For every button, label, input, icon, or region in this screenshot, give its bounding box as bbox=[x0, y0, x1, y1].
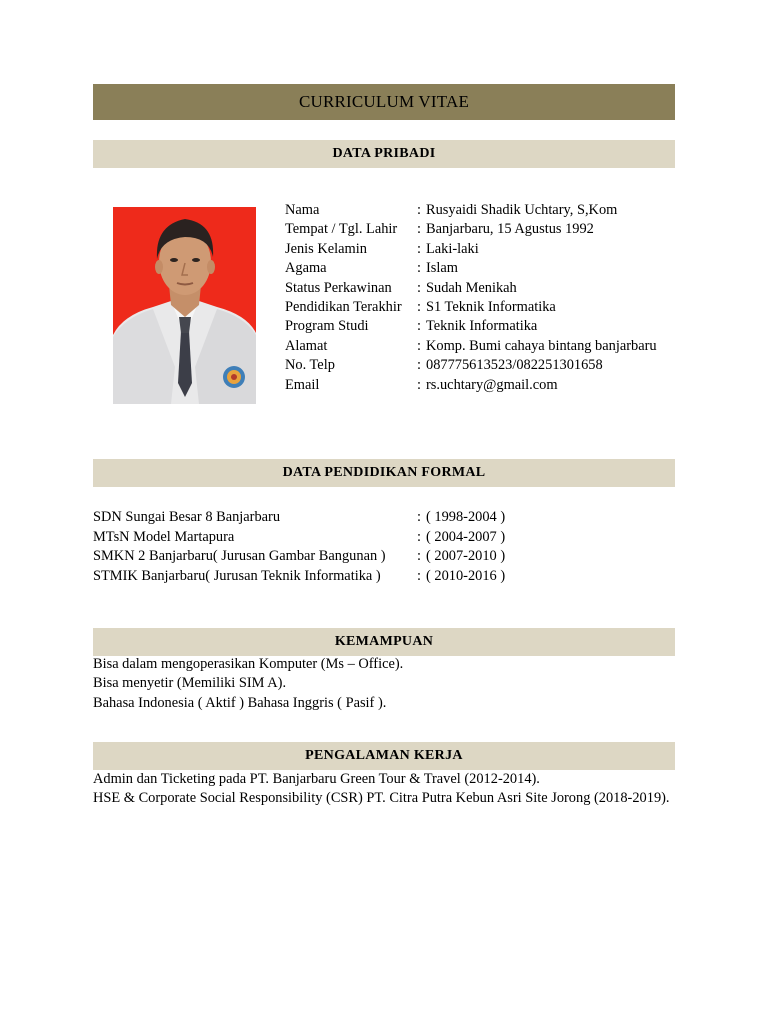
education-period: ( 2004-2007 ) bbox=[426, 528, 506, 545]
personal-data-value: Islam bbox=[426, 260, 458, 277]
education-period: ( 1998-2004 ) bbox=[426, 509, 506, 525]
personal-data-separator: : bbox=[417, 221, 421, 238]
personal-data-label: Alamat bbox=[285, 337, 328, 354]
education-period: ( 2007-2010 ) bbox=[426, 548, 506, 564]
skill-item: Bisa dalam mengoperasikan Komputer (Ms – Office). bbox=[93, 656, 404, 672]
education-school: SMKN 2 Banjarbaru( Jurusan Gambar Bangunan ) bbox=[93, 548, 386, 564]
education-separator: : bbox=[417, 528, 421, 545]
personal-data-label: Email bbox=[285, 376, 320, 393]
education-separator: : bbox=[417, 509, 421, 525]
personal-data-separator: : bbox=[417, 337, 421, 354]
personal-data-label: Nama bbox=[285, 202, 320, 218]
personal-data-value: 087775613523/082251301658 bbox=[426, 357, 603, 374]
experience-item: HSE & Corporate Social Responsibility (CSR) PT. Citra Putra Kebun Asri Site Jorong (2018-2019). bbox=[93, 790, 670, 807]
personal-data-value: Sudah Menikah bbox=[426, 279, 517, 296]
cv-title: CURRICULUM VITAE bbox=[93, 84, 675, 120]
personal-data-value: Teknik Informatika bbox=[426, 318, 538, 335]
personal-data-value: Komp. Bumi cahaya bintang banjarbaru bbox=[426, 337, 657, 354]
personal-data-value: Laki-laki bbox=[426, 240, 479, 257]
profile-photo bbox=[113, 207, 256, 404]
experience-list bbox=[93, 770, 675, 809]
personal-data-label: Pendidikan Terakhir bbox=[285, 298, 402, 315]
education-period: ( 2010-2016 ) bbox=[426, 567, 506, 584]
personal-data-separator: : bbox=[417, 202, 421, 218]
skills-list bbox=[93, 655, 675, 713]
personal-data-label: Status Perkawinan bbox=[285, 279, 392, 296]
personal-data-separator: : bbox=[417, 260, 421, 277]
personal-data-separator: : bbox=[417, 240, 421, 257]
personal-data-separator: : bbox=[417, 318, 421, 335]
skill-item: Bahasa Indonesia ( Aktif ) Bahasa Inggris ( Pasif ). bbox=[93, 694, 387, 711]
education-separator: : bbox=[417, 548, 421, 564]
personal-data-value: rs.uchtary@gmail.com bbox=[426, 376, 558, 393]
section-header-education: DATA PENDIDIKAN FORMAL bbox=[93, 459, 675, 487]
personal-data-separator: : bbox=[417, 357, 421, 374]
education-school: STMIK Banjarbaru( Jurusan Teknik Informatika ) bbox=[93, 567, 381, 584]
section-header-personal: DATA PRIBADI bbox=[93, 140, 675, 168]
personal-data-label: No. Telp bbox=[285, 357, 335, 374]
personal-data-label: Program Studi bbox=[285, 318, 369, 335]
personal-data-value: S1 Teknik Informatika bbox=[426, 298, 556, 315]
personal-data-label: Tempat / Tgl. Lahir bbox=[285, 221, 398, 238]
section-header-experience: PENGALAMAN KERJA bbox=[93, 742, 675, 770]
experience-item: Admin dan Ticketing pada PT. Banjarbaru Green Tour & Travel (2012-2014). bbox=[93, 771, 540, 787]
personal-data-separator: : bbox=[417, 279, 421, 296]
education-school: SDN Sungai Besar 8 Banjarbaru bbox=[93, 509, 281, 525]
personal-data-label: Jenis Kelamin bbox=[285, 240, 367, 257]
personal-data-separator: : bbox=[417, 298, 421, 315]
personal-data-separator: : bbox=[417, 376, 421, 393]
education-school: MTsN Model Martapura bbox=[93, 528, 235, 545]
section-header-skills: KEMAMPUAN bbox=[93, 628, 675, 656]
personal-data-label: Agama bbox=[285, 260, 327, 277]
personal-data-value: Rusyaidi Shadik Uchtary, S,Kom bbox=[426, 202, 618, 218]
personal-data-value: Banjarbaru, 15 Agustus 1992 bbox=[426, 221, 594, 238]
skill-item: Bisa menyetir (Memiliki SIM A). bbox=[93, 675, 287, 692]
education-separator: : bbox=[417, 567, 421, 584]
